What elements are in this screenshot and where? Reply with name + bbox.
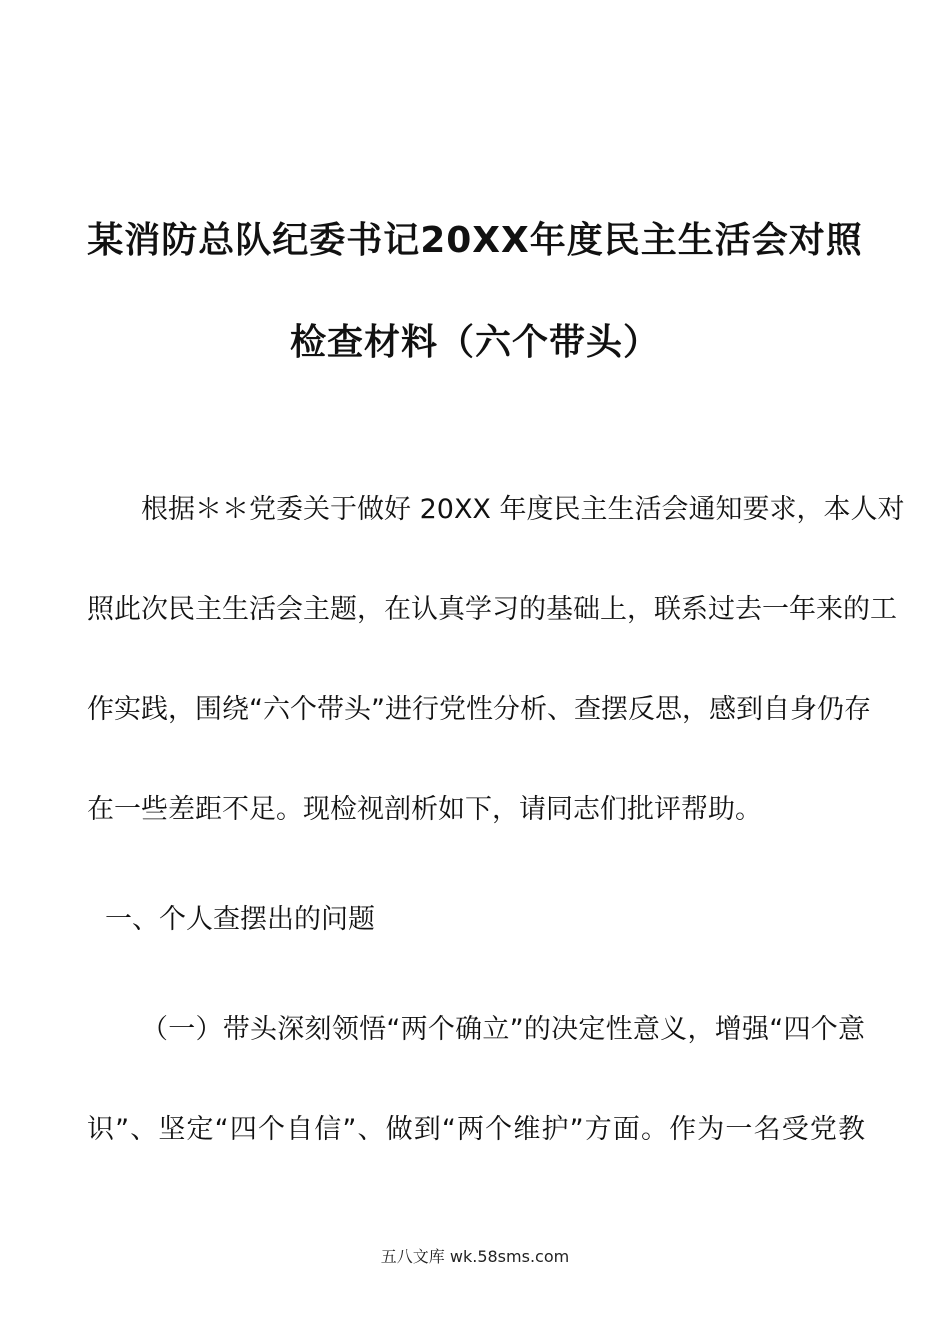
document-title-line-1: 某消防总队纪委书记20XX年度民主生活会对照	[87, 220, 863, 261]
paragraph-line: 根据＊＊党委关于做好 20XX 年度民主生活会通知要求，本人对	[141, 494, 905, 525]
intro-paragraph	[87, 460, 905, 860]
subsection-paragraph	[87, 980, 865, 1180]
paragraph-line: 照此次民主生活会主题，在认真学习的基础上，联系过去一年来的工	[87, 594, 897, 625]
footer-watermark: 五八文库 wk.58sms.com	[380, 1247, 570, 1266]
paragraph-line: 识”、坚定“四个自信”、做到“两个维护”方面。作为一名受党教	[87, 1114, 865, 1145]
document-title-line-2: 检查材料（六个带头）	[289, 322, 660, 363]
paragraph-line: 在一些差距不足。现检视剖析如下，请同志们批评帮助。	[87, 794, 762, 825]
paragraph-line: 作实践，围绕“六个带头”进行党性分析、查摆反思，感到自身仍存	[87, 694, 871, 725]
section-heading: 一、个人查摆出的问题	[105, 904, 375, 935]
paragraph-line: （一）带头深刻领悟“两个确立”的决定性意义，增强“四个意	[141, 1014, 865, 1045]
